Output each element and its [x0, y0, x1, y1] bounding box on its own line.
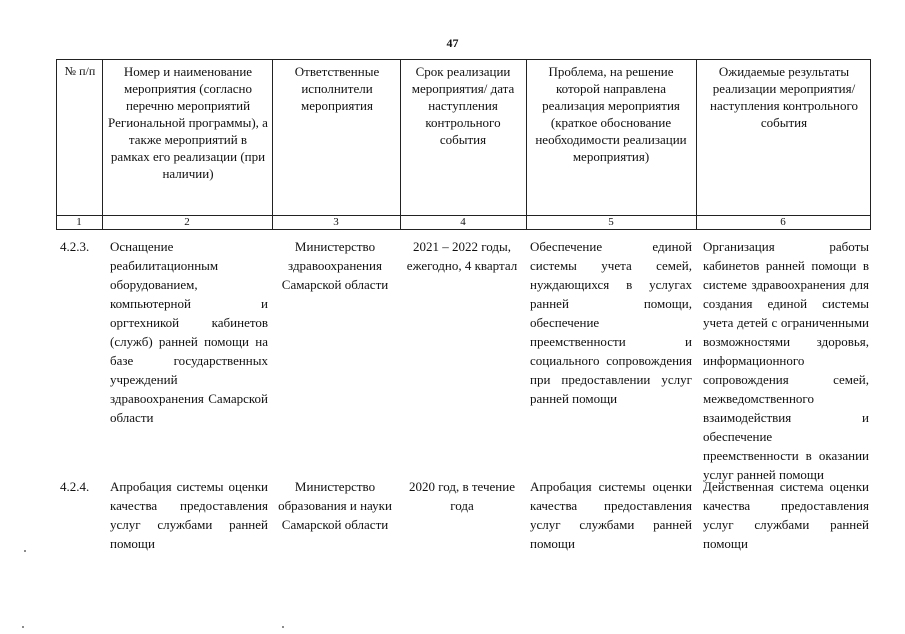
- column-number: 4: [460, 216, 466, 228]
- column-border: [272, 59, 273, 229]
- column-number: 6: [780, 216, 786, 228]
- row-name: Апробация системы оценки качества предоставления услуг службами ранней помощи: [110, 479, 268, 551]
- header-col-name: Номер и наименование мероприятия (согласно перечню мероприятий Региональной программы), а также мероприятий в рамках его реализации (при наличии): [108, 64, 268, 181]
- row-number: 4.2.3.: [60, 239, 90, 254]
- row-name: Оснащение реабилитационным оборудованием, компьютерной и оргтехникой кабинетов (служб) ранней помощи на базе государственных учреждений здравоохранения Самарской области: [110, 239, 268, 425]
- column-border: [526, 59, 527, 229]
- header-col-responsible: Ответственные исполнители мероприятия: [294, 64, 380, 113]
- header-col-problem: Проблема, на решение которой направлена реализация мероприятия (краткое обоснование необходимости реализации мероприятия): [535, 64, 687, 164]
- column-number: 5: [608, 216, 614, 228]
- row-problem: Апробация системы оценки качества предоставления услуг службами ранней помощи: [530, 479, 692, 551]
- column-border: [870, 59, 871, 229]
- scan-speck: [22, 626, 24, 628]
- table-header: [56, 59, 871, 229]
- column-border: [696, 59, 697, 229]
- row-number: 4.2.4.: [60, 479, 90, 494]
- row-result: Действенная система оценки качества предоставления услуг службами ранней помощи: [703, 479, 869, 551]
- column-number: 3: [333, 216, 339, 228]
- column-border: [102, 59, 103, 229]
- header-col-term: Срок реализации мероприятия/ дата наступления контрольного события: [411, 64, 515, 147]
- row-responsible: Министерство здравоохранения Самарской области: [281, 239, 389, 292]
- table-top-border: [56, 59, 871, 60]
- scan-speck: [24, 550, 26, 552]
- header-col-result: Ожидаемые результаты реализации мероприятия/ наступления контрольного события: [709, 64, 859, 130]
- row-term: 2021 – 2022 годы, ежегодно, 4 квартал: [406, 239, 518, 273]
- row-responsible: Министерство образования и науки Самарской области: [278, 479, 392, 532]
- column-border: [400, 59, 401, 229]
- header-col-number: № п/п: [64, 64, 96, 78]
- row-term: 2020 год, в течение года: [408, 479, 515, 513]
- column-number: 2: [184, 216, 190, 228]
- column-border: [56, 59, 57, 229]
- column-number: 1: [76, 216, 82, 228]
- number-row-border: [56, 229, 871, 230]
- row-result: Организация работы кабинетов ранней помощи в системе здравоохранения для создания единой системы учета детей с ограниченными возможностями здоровья, информационного сопровождения семей, межведомственного взаимодействия и обеспечение преемственности в оказании услуг ранней помощи: [703, 239, 869, 482]
- scan-speck: [282, 626, 284, 628]
- page-number: 47: [446, 36, 459, 50]
- row-problem: Обеспечение единой системы учета семей, нуждающихся в услугах ранней помощи, обеспечение преемственности и социального сопровождения при предоставлении услуг ранней помощи: [530, 239, 692, 406]
